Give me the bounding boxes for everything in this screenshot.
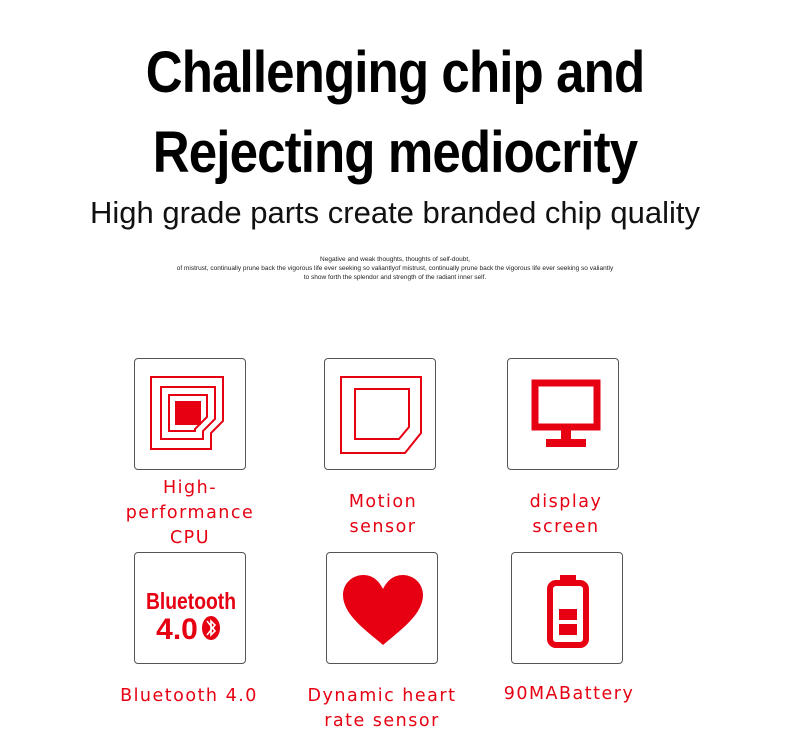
description-line-3: to show forth the splendor and strength of the radiant inner self. <box>303 273 487 281</box>
page-title-line-1: Challenging chip and <box>145 40 645 105</box>
feature-card-cpu <box>134 358 246 470</box>
feature-label-line: rate sensor <box>324 711 440 731</box>
motion-sensor-icon <box>325 359 437 471</box>
bluetooth-icon <box>135 553 247 665</box>
bluetooth-version-text: 4.0 <box>156 613 198 646</box>
monitor-icon <box>508 359 620 471</box>
feature-label-bluetooth <box>99 684 279 709</box>
feature-card-battery <box>511 552 623 664</box>
description-line-1: Negative and weak thoughts, thoughts of self-doubt, <box>320 256 470 263</box>
description-text <box>100 256 690 282</box>
feature-label-line: Bluetooth 4.0 <box>120 686 258 706</box>
feature-label-line: screen <box>532 517 600 537</box>
feature-label-line: High- <box>162 478 218 498</box>
feature-label-line: 90MABattery <box>503 684 635 704</box>
feature-label-line: Dynamic heart <box>307 686 457 706</box>
cpu-chip-icon <box>135 359 247 471</box>
feature-label-line: Motion <box>348 492 418 512</box>
bluetooth-icon-text: Bluetooth <box>145 589 237 615</box>
feature-label-battery <box>479 682 659 707</box>
feature-label-display <box>476 490 656 540</box>
feature-label-motion-sensor <box>293 490 473 540</box>
feature-card-motion-sensor <box>324 358 436 470</box>
feature-card-bluetooth <box>134 552 246 664</box>
feature-label-line: performance <box>125 503 255 523</box>
feature-card-heart-rate <box>326 552 438 664</box>
feature-card-display <box>507 358 619 470</box>
feature-label-line: sensor <box>349 517 417 537</box>
page-subtitle: High grade parts create branded chip quality <box>89 195 701 230</box>
page-title-line-2: Rejecting mediocrity <box>152 120 638 185</box>
feature-label-line: display <box>529 492 603 512</box>
feature-label-line: CPU <box>169 528 211 548</box>
feature-label-heart-rate <box>292 684 472 734</box>
battery-icon <box>512 553 624 665</box>
heart-icon <box>327 553 439 665</box>
description-line-2: of mistrust, continually prune back the vigorous life ever seeking so valiantlyof mistrust, continually prune back the vigorous life ever seeking so valiantly <box>176 264 614 272</box>
feature-label-cpu <box>100 476 280 551</box>
